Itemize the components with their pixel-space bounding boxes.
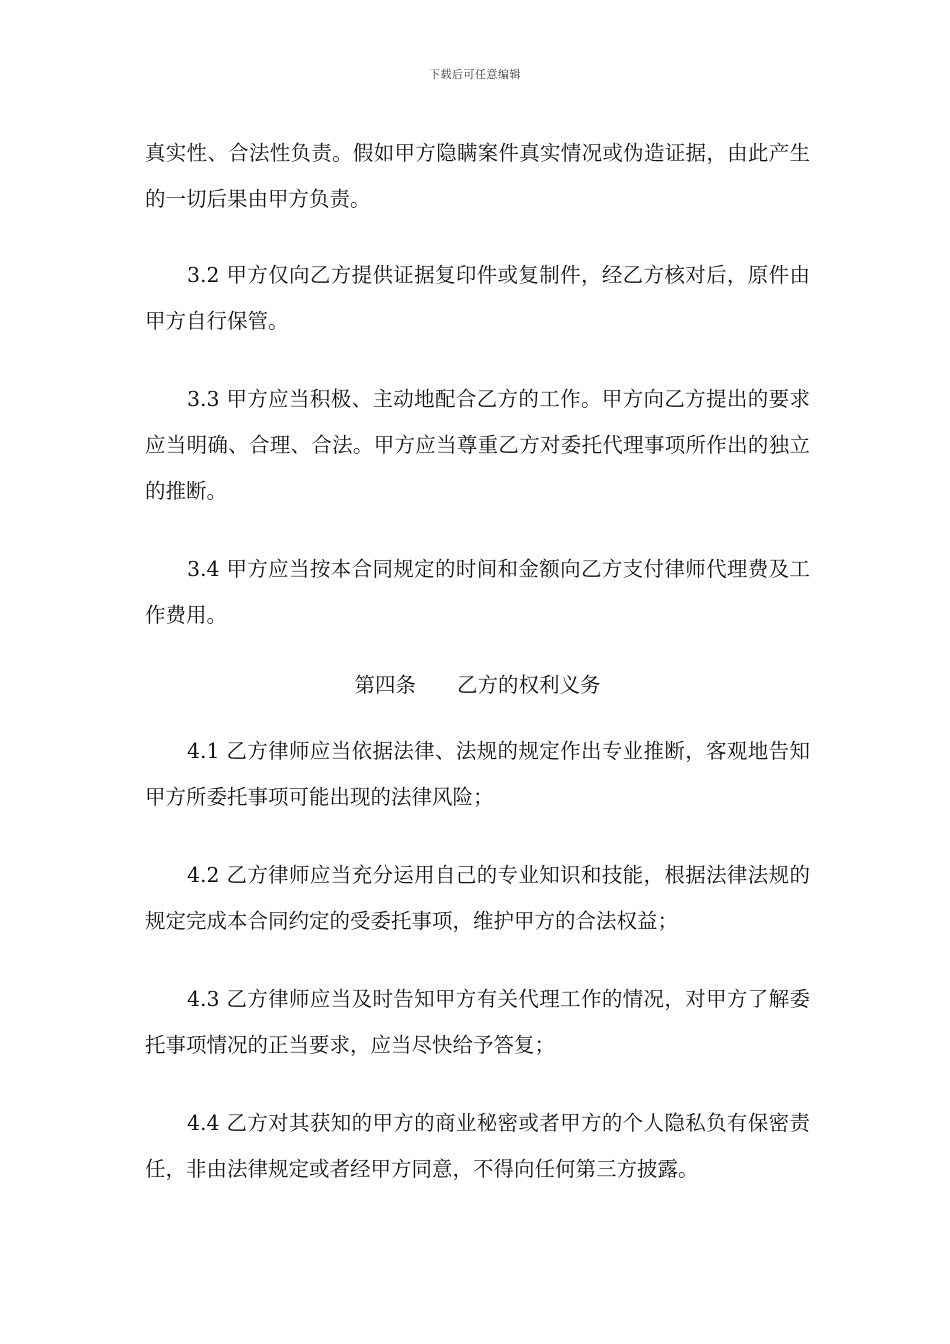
clause-4-3: 4.3 乙方律师应当及时告知甲方有关代理工作的情况，对甲方了解委托事项情况的正当要求，应当尽快给予答复； xyxy=(145,987,810,1057)
page-header: 下载后可任意编辑 xyxy=(429,68,521,81)
clause-3-2: 3.2 甲方仅向乙方提供证据复印件或复制件，经乙方核对后，原件由甲方自行保管。 xyxy=(145,263,810,333)
clause-3-3: 3.3 甲方应当积极、主动地配合乙方的工作。甲方向乙方提出的要求应当明确、合理、合法。甲方应当尊重乙方对委托代理事项所作出的独立的推断。 xyxy=(145,387,810,503)
clause-4-4: 4.4 乙方对其获知的甲方的商业秘密或者甲方的个人隐私负有保密责任，非由法律规定或者经甲方同意，不得向任何第三方披露。 xyxy=(145,1111,810,1181)
document-body xyxy=(145,130,810,1224)
clause-3-4: 3.4 甲方应当按本合同规定的时间和金额向乙方支付律师代理费及工作费用。 xyxy=(145,557,810,627)
clause-4-2: 4.2 乙方律师应当充分运用自己的专业知识和技能，根据法律法规的规定完成本合同约定的受委托事项，维护甲方的合法权益； xyxy=(145,863,810,933)
clause-4-1: 4.1 乙方律师应当依据法律、法规的规定作出专业推断，客观地告知甲方所委托事项可能出现的法律风险； xyxy=(145,739,810,809)
paragraph-continuation: 真实性、合法性负责。假如甲方隐瞒案件真实情况或伪造证据，由此产生的一切后果由甲方负责。 xyxy=(145,141,810,211)
section-heading-article-4: 第四条 乙方的权利义务 xyxy=(354,673,601,697)
